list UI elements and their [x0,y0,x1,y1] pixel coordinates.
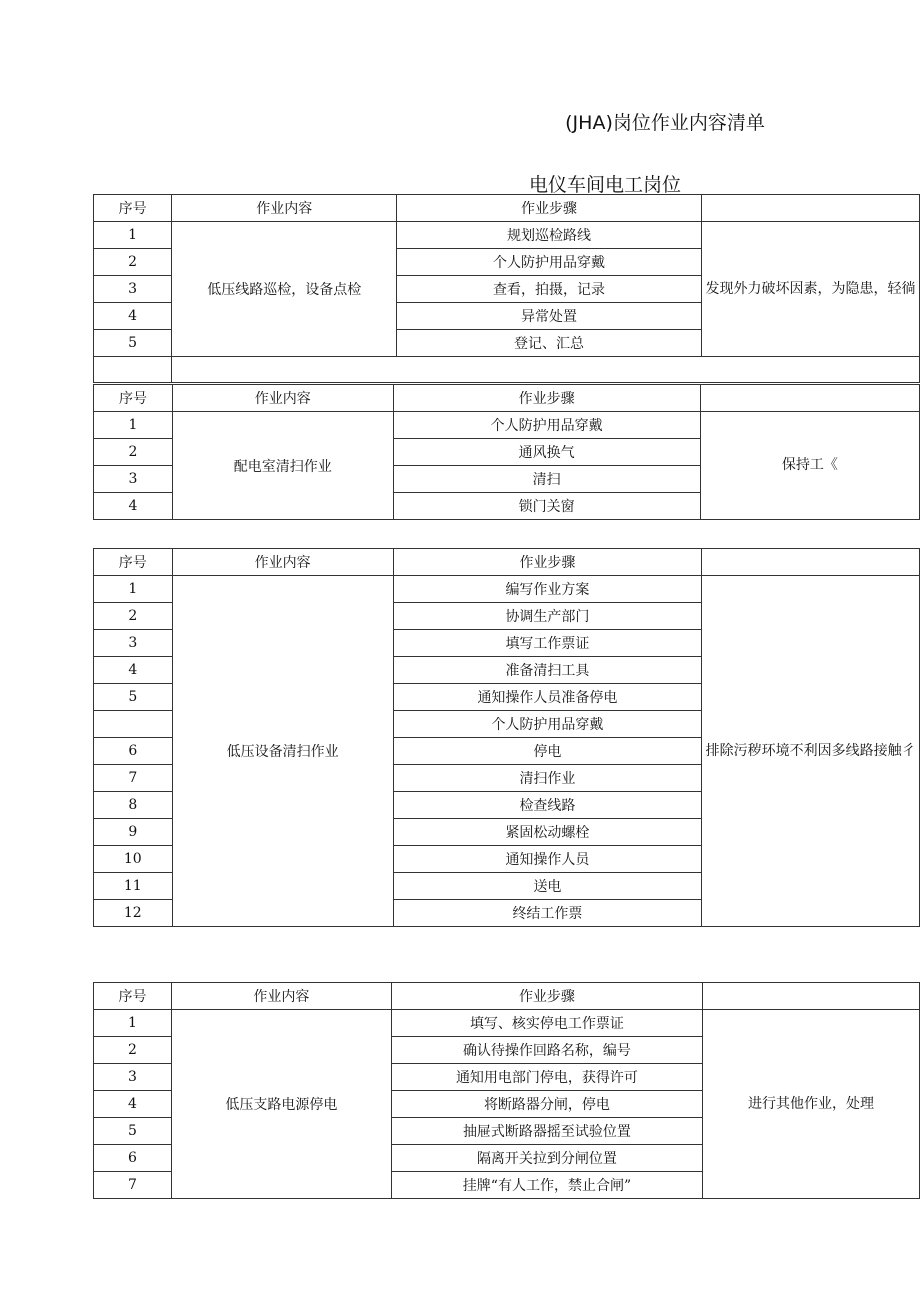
seq-cell: 5 [94,330,172,357]
step-cell: 紧固松动螺栓 [393,819,702,846]
header-steps: 作业步骤 [393,549,702,576]
seq-cell: 10 [94,846,173,873]
document-subtitle: 电仪车间电工岗位 [528,174,681,196]
step-cell: 清扫作业 [393,765,702,792]
table-row [94,412,920,439]
header-blank [701,195,919,222]
seq-cell: 8 [94,792,173,819]
seq-cell: 7 [94,765,173,792]
header-seq: 序号 [94,195,172,222]
seq-cell: 4 [94,493,173,520]
header-blank [700,385,919,412]
table-header-row [94,549,920,576]
spacer-cell [172,357,920,383]
seq-cell: 4 [94,303,172,330]
step-cell: 通风换气 [393,439,700,466]
work-content-cell: 低压线路巡检，设备点检 [172,222,397,357]
seq-cell: 12 [94,900,173,927]
seq-cell: 1 [94,222,172,249]
step-cell: 编写作业方案 [393,576,702,603]
seq-cell: 6 [94,738,173,765]
step-cell: 清扫 [393,466,700,493]
seq-cell: 7 [94,1172,172,1199]
step-cell: 隔离开关拉到分闸位置 [391,1145,702,1172]
seq-cell: 4 [94,1091,172,1118]
step-cell: 准备清扫工具 [393,657,702,684]
step-cell: 异常处置 [397,303,702,330]
step-cell: 协调生产部门 [393,603,702,630]
seq-cell: 1 [94,1010,172,1037]
seq-cell: 6 [94,1145,172,1172]
seq-cell: 3 [94,466,173,493]
jha-table-4 [93,982,920,1199]
jha-table-1 [93,194,920,383]
seq-cell: 1 [94,576,173,603]
seq-cell: 3 [94,276,172,303]
seq-cell: 2 [94,603,173,630]
seq-cell: 11 [94,873,173,900]
step-cell: 检查线路 [393,792,702,819]
header-steps: 作业步骤 [397,195,702,222]
step-cell: 个人防护用品穿戴 [393,711,702,738]
step-cell: 填写工作票证 [393,630,702,657]
step-cell: 送电 [393,873,702,900]
hazard-note-cell: 保持工《 [700,412,919,520]
step-cell: 个人防护用品穿戴 [397,249,702,276]
table-header-row [94,195,920,222]
hazard-note-cell: 进行其他作业，处理 [703,1010,920,1199]
spacer-cell [94,357,172,383]
step-cell: 将断路器分闸，停电 [391,1091,702,1118]
step-cell: 规划巡检路线 [397,222,702,249]
seq-cell: 4 [94,657,173,684]
step-cell: 抽屉式断路器摇至试验位置 [391,1118,702,1145]
table-row [94,1010,920,1037]
seq-cell: 3 [94,630,173,657]
seq-cell: 1 [94,412,173,439]
seq-cell: 2 [94,1037,172,1064]
seq-cell: 9 [94,819,173,846]
seq-cell: 5 [94,684,173,711]
spacer-row [94,357,920,383]
header-seq: 序号 [94,549,173,576]
header-content: 作业内容 [172,195,397,222]
hazard-note-cell: 发现外力破坏因素，为隐患，轻徜 [701,222,919,357]
table-row [94,576,920,603]
seq-cell: 3 [94,1064,172,1091]
step-cell: 通知操作人员 [393,846,702,873]
seq-cell: 5 [94,1118,172,1145]
document-title: (JHA)岗位作业内容清单 [565,112,765,134]
header-content: 作业内容 [171,983,391,1010]
table-header-row [94,983,920,1010]
work-content-cell: 低压支路电源停电 [171,1010,391,1199]
work-content-cell: 配电室清扫作业 [172,412,393,520]
step-cell: 个人防护用品穿戴 [393,412,700,439]
header-steps: 作业步骤 [391,983,702,1010]
table-row [94,222,920,249]
step-cell: 终结工作票 [393,900,702,927]
step-cell: 填写、核实停电工作票证 [391,1010,702,1037]
header-seq: 序号 [94,983,172,1010]
jha-table-3 [93,548,920,927]
table-header-row [94,385,920,412]
step-cell: 通知用电部门停电，获得许可 [391,1064,702,1091]
seq-cell: 2 [94,249,172,276]
header-content: 作业内容 [172,549,393,576]
step-cell: 停电 [393,738,702,765]
step-cell: 通知操作人员准备停电 [393,684,702,711]
header-blank [703,983,920,1010]
seq-cell [94,711,173,738]
header-seq: 序号 [94,385,173,412]
header-content: 作业内容 [172,385,393,412]
work-content-cell: 低压设备清扫作业 [172,576,393,927]
jha-table-2 [93,384,920,520]
header-steps: 作业步骤 [393,385,700,412]
hazard-note-cell: 排除污秽环境不利因多线路接触彳 [702,576,920,927]
step-cell: 登记、汇总 [397,330,702,357]
step-cell: 锁门关窗 [393,493,700,520]
step-cell: 确认待操作回路名称，编号 [391,1037,702,1064]
step-cell: 查看，拍摄，记录 [397,276,702,303]
seq-cell: 2 [94,439,173,466]
header-blank [702,549,920,576]
step-cell: 挂牌“有人工作，禁止合闸” [391,1172,702,1199]
